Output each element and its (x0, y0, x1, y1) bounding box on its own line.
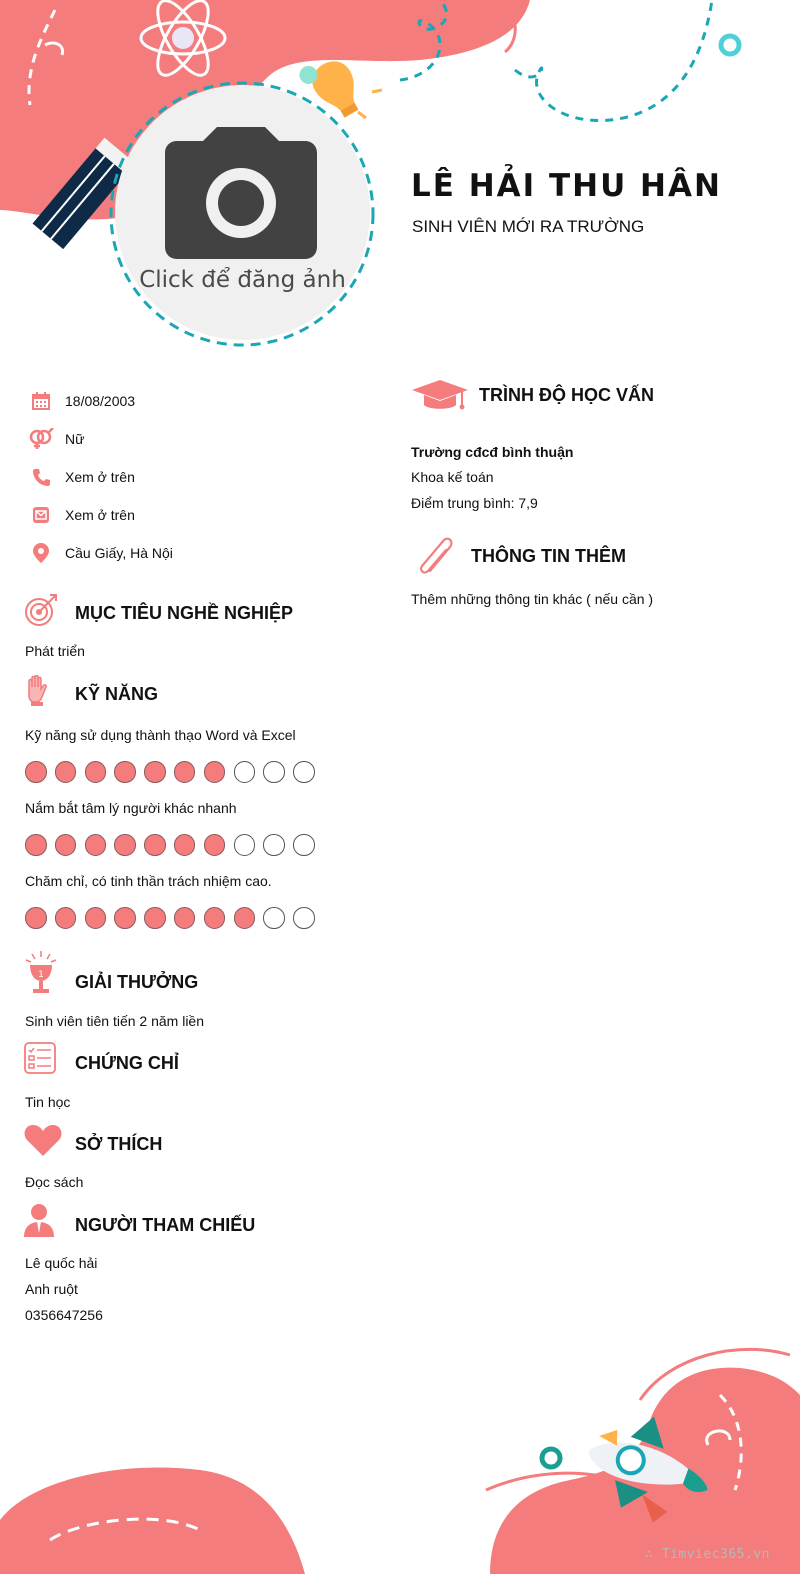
contact-email[interactable] (28, 496, 368, 534)
rating-dot-filled[interactable] (144, 907, 166, 929)
additional-content[interactable]: Thêm những thông tin khác ( nếu cần ) (411, 591, 654, 607)
rating-dot-filled[interactable] (144, 761, 166, 783)
contact-list (28, 382, 368, 572)
education-school[interactable]: Trường cđcđ bình thuận (411, 444, 574, 460)
graduation-cap-icon (412, 378, 468, 412)
certificates-content[interactable]: Tin học (25, 1094, 71, 1110)
email-icon (28, 504, 54, 526)
rating-dot-filled[interactable] (204, 907, 226, 929)
reference-line[interactable]: Anh ruột (25, 1281, 78, 1297)
rating-dot-filled[interactable] (85, 834, 107, 856)
svg-text:1: 1 (38, 970, 44, 980)
target-icon (24, 593, 58, 627)
skill-rating[interactable] (25, 761, 315, 783)
skills-title: KỸ NĂNG (75, 684, 159, 704)
birthday-value: 18/08/2003 (65, 393, 136, 409)
heart-icon (24, 1124, 62, 1156)
rating-dot-empty[interactable] (293, 834, 315, 856)
candidate-name[interactable]: LÊ HẢI THU HÂN (411, 168, 722, 204)
certificates-title: CHỨNG CHỈ (75, 1053, 179, 1073)
education-title: TRÌNH ĐỘ HỌC VẤN (479, 385, 654, 405)
gender-value: Nữ (65, 431, 85, 447)
trophy-icon (24, 951, 58, 995)
contact-address[interactable] (28, 534, 368, 572)
paperclip-icon (414, 535, 458, 577)
objective-content[interactable]: Phát triển (25, 643, 85, 659)
contact-gender[interactable] (28, 420, 368, 458)
phone-icon (28, 466, 54, 488)
rating-dot-filled[interactable] (204, 834, 226, 856)
address-value: Cầu Giấy, Hà Nội (65, 545, 173, 561)
contact-birthday[interactable] (28, 382, 368, 420)
references-title: NGƯỜI THAM CHIẾU (75, 1215, 256, 1235)
rating-dot-filled[interactable] (114, 907, 136, 929)
candidate-position[interactable]: SINH VIÊN MỚI RA TRƯỜNG (412, 217, 645, 236)
skill-rating[interactable] (25, 834, 315, 856)
hobbies-title: SỞ THÍCH (75, 1134, 163, 1154)
rating-dot-filled[interactable] (55, 761, 77, 783)
rating-dot-empty[interactable] (293, 761, 315, 783)
rating-dot-empty[interactable] (293, 907, 315, 929)
additional-title: THÔNG TIN THÊM (471, 546, 626, 566)
rating-dot-filled[interactable] (85, 761, 107, 783)
rating-dot-filled[interactable] (55, 907, 77, 929)
rating-dot-empty[interactable] (263, 907, 285, 929)
awards-title: GIẢI THƯỞNG (75, 972, 199, 992)
watermark: ∴ Timviec365.vn (645, 1547, 770, 1562)
camera-icon (165, 127, 317, 259)
rating-dot-filled[interactable] (144, 834, 166, 856)
rating-dot-filled[interactable] (174, 907, 196, 929)
person-icon (24, 1203, 54, 1237)
rating-dot-filled[interactable] (174, 834, 196, 856)
gender-icon (28, 428, 54, 450)
rating-dot-filled[interactable] (204, 761, 226, 783)
phone-value: Xem ở trên (65, 469, 135, 485)
rating-dot-empty[interactable] (263, 834, 285, 856)
reference-line[interactable]: 0356647256 (25, 1307, 103, 1323)
rating-dot-filled[interactable] (55, 834, 77, 856)
rating-dot-empty[interactable] (234, 834, 256, 856)
rating-dot-empty[interactable] (234, 761, 256, 783)
photo-upload-caption: Click để đăng ảnh (139, 267, 346, 293)
reference-line[interactable]: Lê quốc hải (25, 1255, 98, 1271)
hobbies-content[interactable]: Đọc sách (25, 1174, 84, 1190)
location-icon (28, 542, 54, 564)
photo-upload-area[interactable] (115, 85, 370, 340)
hand-icon (25, 675, 49, 707)
rating-dot-empty[interactable] (263, 761, 285, 783)
rating-dot-filled[interactable] (25, 907, 47, 929)
rating-dot-filled[interactable] (85, 907, 107, 929)
education-major[interactable]: Khoa kế toán (411, 469, 494, 485)
rating-dot-filled[interactable] (174, 761, 196, 783)
rating-dot-filled[interactable] (114, 761, 136, 783)
email-value: Xem ở trên (65, 507, 135, 523)
objective-title: MỤC TIÊU NGHỀ NGHIỆP (75, 603, 294, 623)
skill-rating[interactable] (25, 907, 315, 929)
education-gpa[interactable]: Điểm trung bình: 7,9 (411, 495, 538, 511)
rating-dot-filled[interactable] (114, 834, 136, 856)
calendar-icon (28, 390, 54, 412)
rating-dot-filled[interactable] (234, 907, 256, 929)
contact-phone[interactable] (28, 458, 368, 496)
skill-name[interactable]: Kỹ năng sử dụng thành thạo Word và Excel (25, 727, 296, 743)
awards-content[interactable]: Sinh viên tiên tiến 2 năm liền (25, 1013, 204, 1029)
rating-dot-filled[interactable] (25, 834, 47, 856)
skill-name[interactable]: Nắm bắt tâm lý người khác nhanh (25, 800, 237, 816)
rating-dot-filled[interactable] (25, 761, 47, 783)
checklist-icon (24, 1042, 56, 1074)
skill-name[interactable]: Chăm chỉ, có tinh thần trách nhiệm cao. (25, 873, 272, 889)
